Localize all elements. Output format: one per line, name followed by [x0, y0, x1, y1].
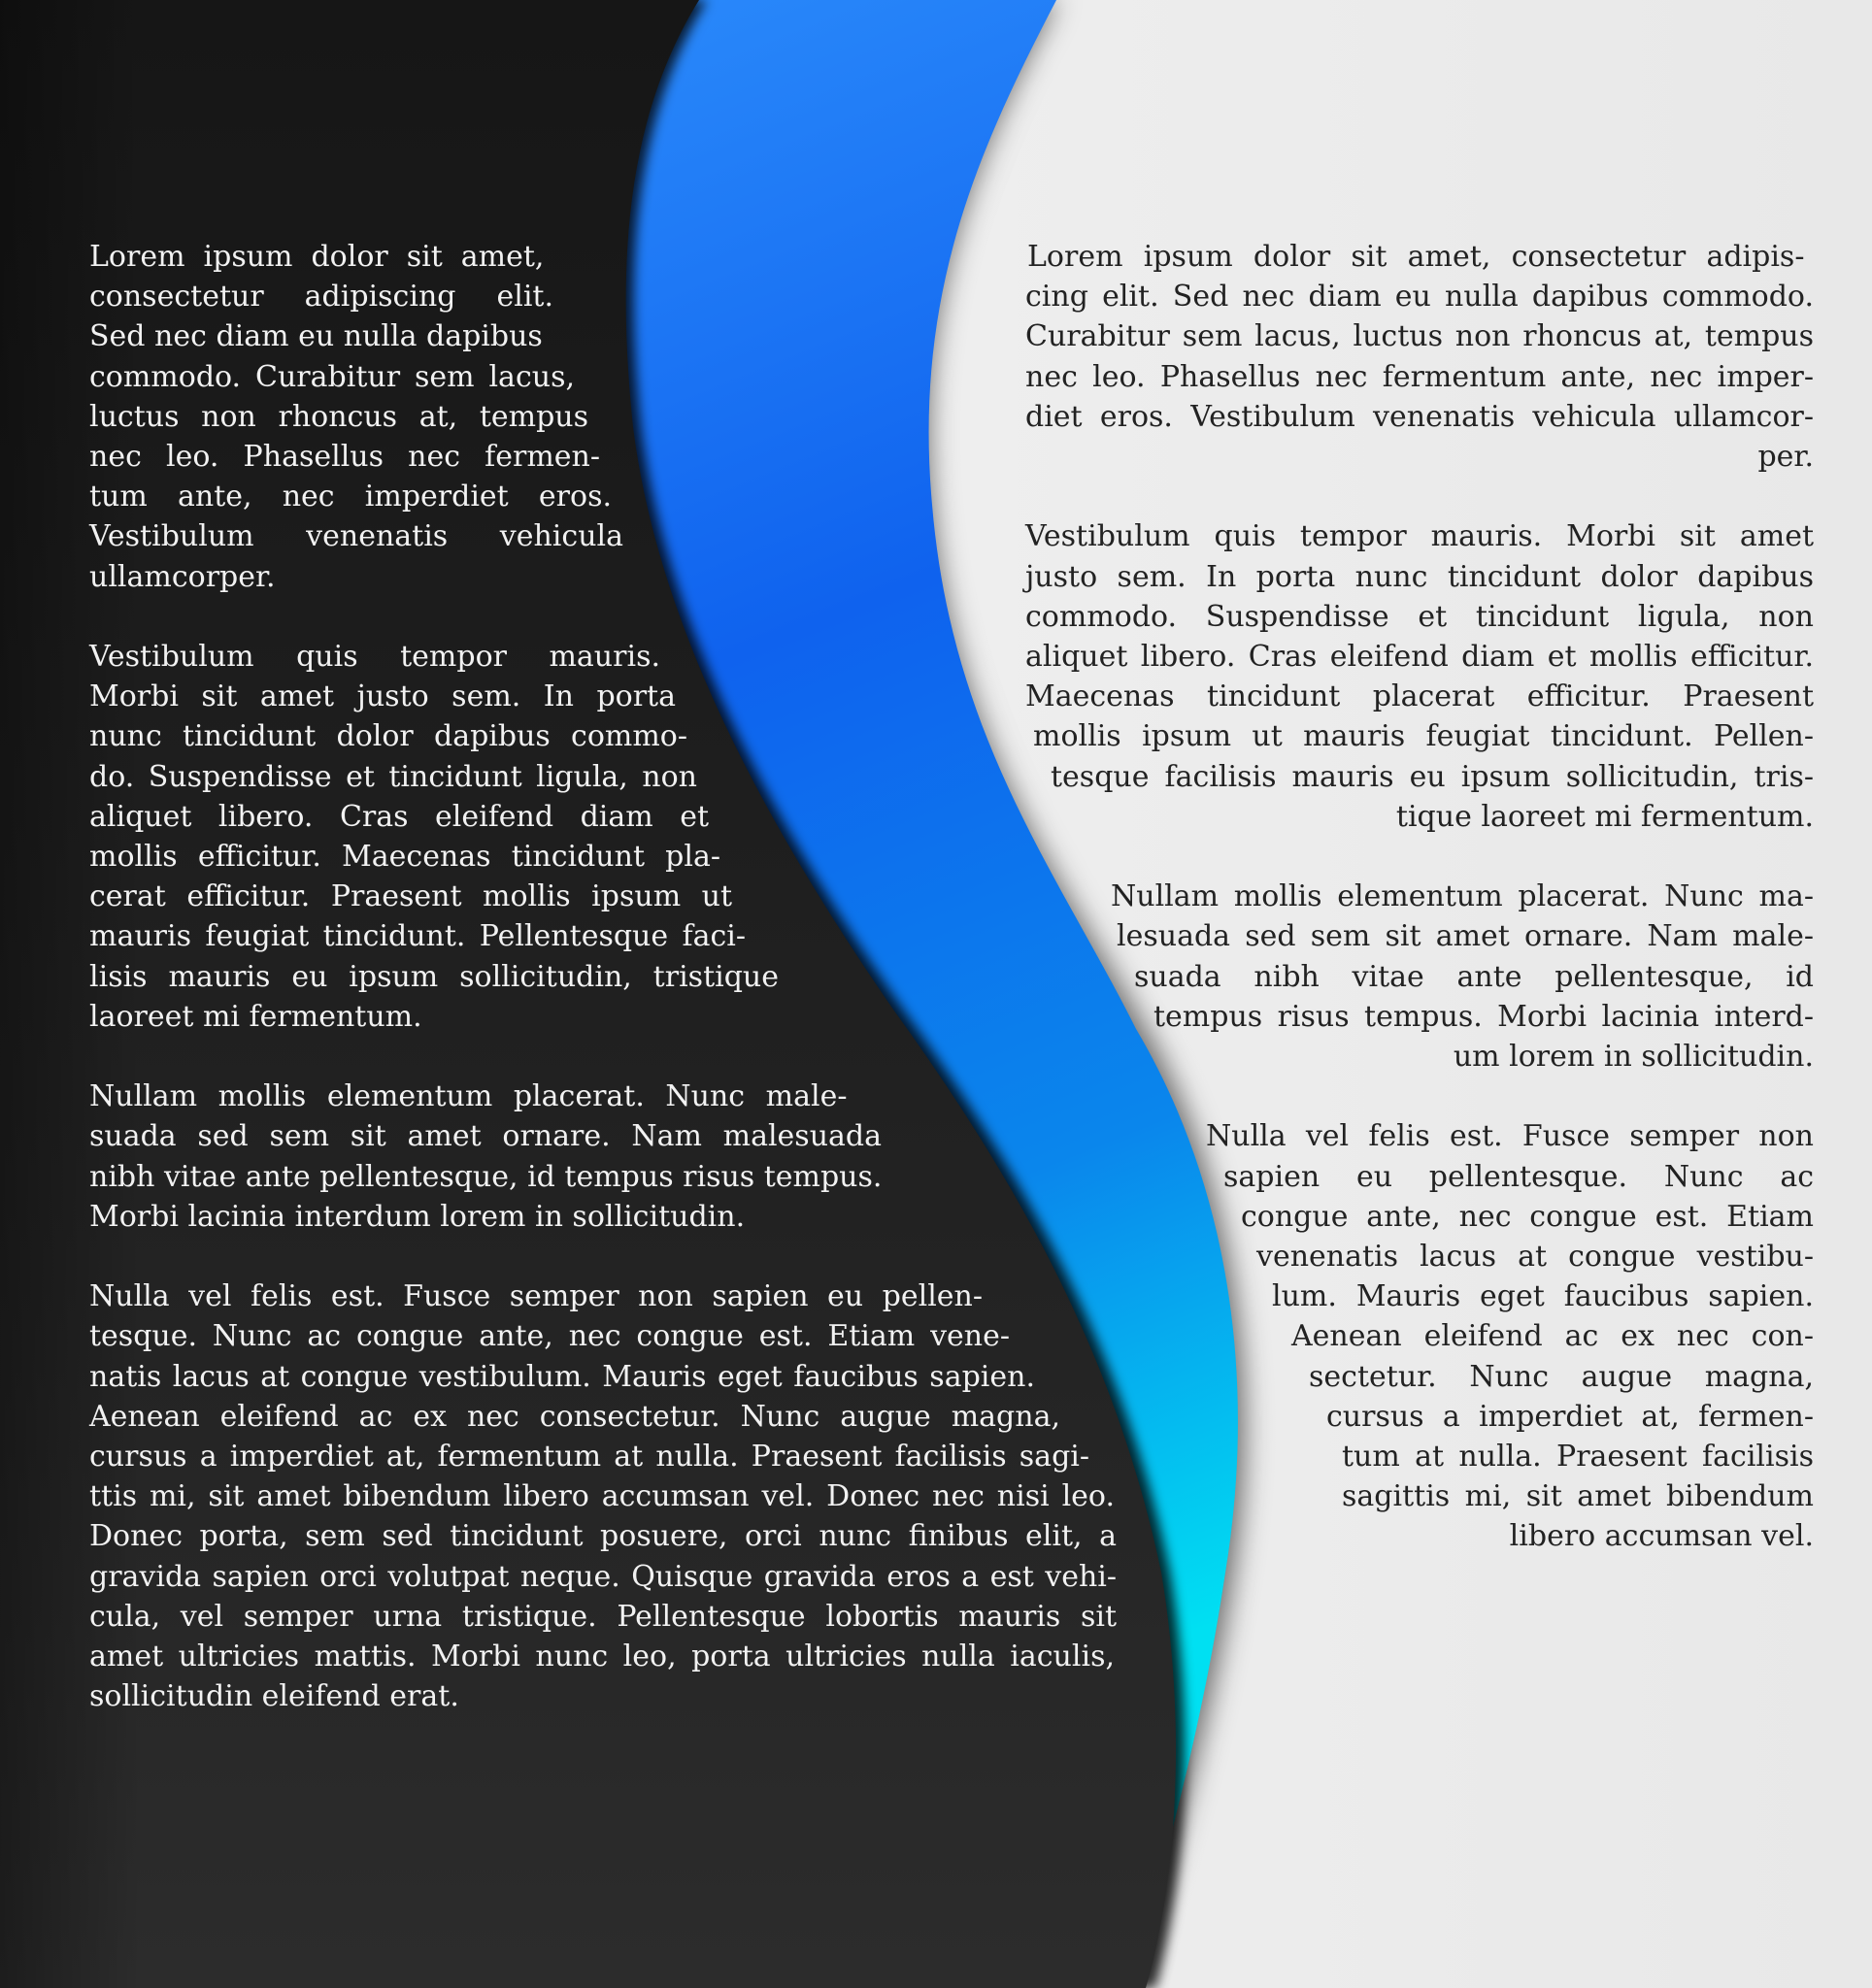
left-column-line: laoreet mi fermentum.	[89, 999, 422, 1034]
right-column-line: Maecenas tincidunt placerat efficitur. Praesent	[1025, 679, 1814, 714]
right-column-line: lesuada sed sem sit amet ornare. Nam male-	[1117, 919, 1814, 954]
right-column-line: justo sem. In porta nunc tincidunt dolor dapibus	[1025, 559, 1814, 594]
right-column-line: congue ante, nec congue est. Etiam	[1241, 1199, 1814, 1234]
left-column-line: luctus non rhoncus at, tempus	[89, 399, 588, 434]
right-column-line: cing elit. Sed nec diam eu nulla dapibus commodo.	[1025, 280, 1814, 315]
left-column-line: Lorem ipsum dolor sit amet,	[89, 240, 545, 274]
left-column-line: amet ultricies mattis. Morbi nunc leo, porta ultricies nulla iaculis,	[89, 1640, 1115, 1673]
left-column-line: consectetur adipiscing elit.	[89, 280, 553, 315]
left-column-line: tum ante, nec imperdiet eros.	[89, 480, 612, 514]
right-column-line: Curabitur sem lacus, luctus non rhoncus at, tempus	[1025, 319, 1814, 354]
right-column-line: Aenean eleifend ac ex nec con-	[1291, 1319, 1814, 1354]
left-column-line: Vestibulum quis tempor mauris.	[89, 640, 660, 674]
left-column-line: mollis efficitur. Maecenas tincidunt pla-	[89, 840, 720, 874]
left-column-line: Sed nec diam eu nulla dapibus	[89, 319, 543, 354]
left-column-line: ullamcorper.	[89, 559, 276, 594]
left-column-line: aliquet libero. Cras eleifend diam et	[89, 799, 709, 834]
right-column-line: Nullam mollis elementum placerat. Nunc ma-	[1111, 879, 1814, 914]
right-column-line: diet eros. Vestibulum venenatis vehicula ullamcor-	[1025, 399, 1814, 434]
left-column-line: gravida sapien orci volutpat neque. Quisque gravida eros a est vehi-	[89, 1559, 1117, 1594]
left-column-line: tesque. Nunc ac congue ante, nec congue est. Etiam vene-	[89, 1319, 1010, 1354]
right-column-line: sagittis mi, sit amet bibendum	[1342, 1479, 1814, 1514]
left-column-line: nibh vitae ante pellentesque, id tempus risus tempus.	[89, 1159, 883, 1194]
right-column-line: sectetur. Nunc augue magna,	[1309, 1359, 1814, 1394]
right-column-line: nec leo. Phasellus nec fermentum ante, nec imper-	[1025, 359, 1814, 394]
left-column-line: do. Suspendisse et tincidunt ligula, non	[89, 759, 697, 794]
left-column-line: sollicitudin eleifend erat.	[89, 1679, 459, 1714]
right-column-line: lum. Mauris eget faucibus sapien.	[1272, 1279, 1814, 1314]
right-column-line: tum at nulla. Praesent facilisis	[1342, 1440, 1814, 1474]
right-column-line: mollis ipsum ut mauris feugiat tincidunt. Pellen-	[1033, 719, 1814, 754]
left-column-line: nec leo. Phasellus nec fermen-	[89, 440, 600, 474]
right-column-line: Nulla vel felis est. Fusce semper non	[1206, 1119, 1814, 1154]
left-column-line: natis lacus at congue vestibulum. Mauris eget faucibus sapien.	[89, 1359, 1035, 1394]
right-column-line: aliquet libero. Cras eleifend diam et mollis efficitur.	[1025, 640, 1814, 674]
left-column-line: suada sed sem sit amet ornare. Nam malesuada	[89, 1119, 882, 1154]
right-column-line: Lorem ipsum dolor sit amet, consectetur adipis-	[1027, 240, 1805, 274]
left-column-line: cursus a imperdiet at, fermentum at nulla. Praesent facilisis sagi-	[89, 1440, 1089, 1474]
left-column-line: commodo. Curabitur sem lacus,	[89, 359, 575, 394]
left-column-line: Donec porta, sem sed tincidunt posuere, orci nunc finibus elit, a	[89, 1519, 1117, 1554]
right-column-line: tesque facilisis mauris eu ipsum sollicitudin, tris-	[1051, 759, 1814, 794]
left-column-line: Morbi sit amet justo sem. In porta	[89, 679, 676, 714]
right-column-line: tique laoreet mi fermentum.	[1395, 799, 1814, 834]
right-column-line: Vestibulum quis tempor mauris. Morbi sit amet	[1025, 519, 1814, 554]
right-column-line: sapien eu pellentesque. Nunc ac	[1223, 1159, 1814, 1194]
right-column-line: commodo. Suspendisse et tincidunt ligula, non	[1025, 599, 1814, 634]
left-column-line: lisis mauris eu ipsum sollicitudin, tristique	[89, 959, 779, 994]
left-column-line: Nulla vel felis est. Fusce semper non sapien eu pellen-	[89, 1279, 983, 1314]
right-column-line: per.	[1757, 440, 1814, 474]
right-column-line: venenatis lacus at congue vestibu-	[1256, 1240, 1814, 1274]
left-column-line: mauris feugiat tincidunt. Pellentesque faci-	[89, 919, 746, 954]
left-column-line: Nullam mollis elementum placerat. Nunc male-	[89, 1079, 848, 1114]
right-column-line: libero accumsan vel.	[1509, 1519, 1814, 1554]
left-column-line: Aenean eleifend ac ex nec consectetur. Nunc augue magna,	[89, 1399, 1060, 1434]
left-column-line: Morbi lacinia interdum lorem in sollicitudin.	[89, 1199, 746, 1234]
left-column-line: ttis mi, sit amet bibendum libero accumsan vel. Donec nec nisi leo.	[89, 1479, 1115, 1514]
left-column-line: cerat efficitur. Praesent mollis ipsum ut	[89, 879, 732, 914]
left-column-line: Vestibulum venenatis vehicula	[89, 519, 623, 554]
right-column-line: suada nibh vitae ante pellentesque, id	[1134, 959, 1814, 994]
right-column-line: tempus risus tempus. Morbi lacinia interd-	[1153, 999, 1814, 1034]
right-column-line: cursus a imperdiet at, fermen-	[1326, 1399, 1814, 1434]
left-column-line: cula, vel semper urna tristique. Pellentesque lobortis mauris sit	[89, 1599, 1117, 1634]
left-column-line: nunc tincidunt dolor dapibus commo-	[89, 719, 687, 754]
right-column-line: um lorem in sollicitudin.	[1453, 1040, 1814, 1074]
